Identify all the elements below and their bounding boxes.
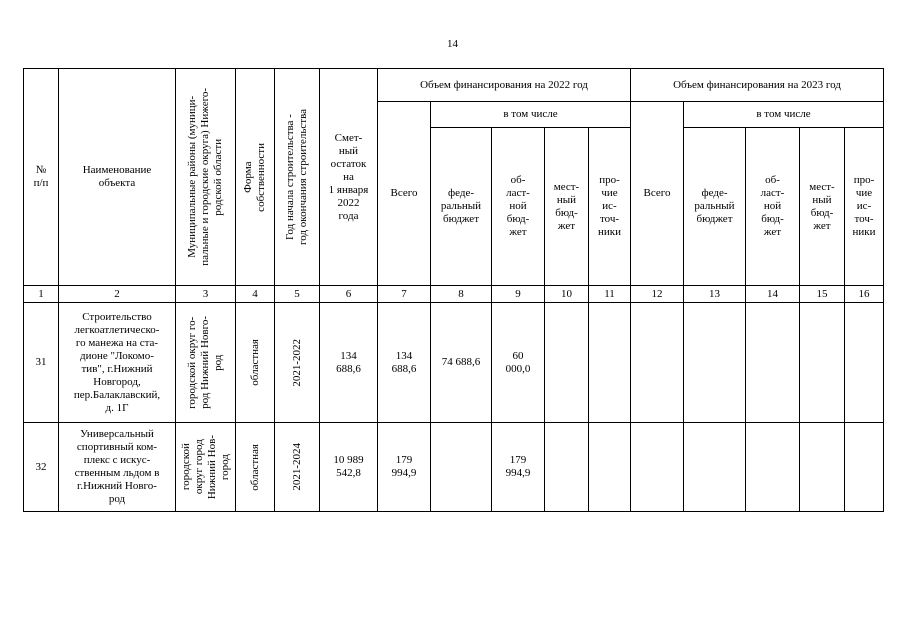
row-total-2023 [631, 303, 684, 423]
column-number-row [24, 286, 884, 303]
row-num: 32 [24, 423, 59, 512]
row-federal-2022: 74 688,6 [431, 303, 492, 423]
header-municipality: Муниципальные районы (муници- пальные и городские округа) Нижего- родской области [176, 69, 236, 286]
row-municipality: городской округ город Нижний Нов- город [176, 423, 236, 512]
header-ownership: Форма собственности [236, 69, 275, 286]
header-federal-2022: феде- ральный бюджет [431, 128, 492, 286]
column-number: 4 [236, 286, 275, 303]
column-number: 5 [275, 286, 320, 303]
row-regional-2022: 60 000,0 [492, 303, 545, 423]
column-number: 13 [684, 286, 746, 303]
header-regional-2022: об- ласт- ной бюд- жет [492, 128, 545, 286]
row-federal-2023 [684, 423, 746, 512]
row-local-2022 [545, 423, 589, 512]
row-years: 2021-2022 [275, 303, 320, 423]
column-number: 1 [24, 286, 59, 303]
row-regional-2023 [746, 303, 800, 423]
column-number: 12 [631, 286, 684, 303]
header-total-2022: Всего [378, 102, 431, 286]
header-num: № п/п [24, 69, 59, 286]
column-number: 14 [746, 286, 800, 303]
row-other-2022 [589, 423, 631, 512]
row-total-2022: 134 688,6 [378, 303, 431, 423]
object-name: Строительство легкоатлетическо- го манежа на ста- дионе "Локомо- тив", г.Нижний Новгород, пер.Балаклавский, д. 1Г [59, 303, 176, 423]
header-including-2022: в том числе [431, 102, 631, 128]
column-number: 7 [378, 286, 431, 303]
row-municipality: городской округ го- род Нижний Новго- род [176, 303, 236, 423]
table-row [24, 423, 884, 512]
column-number: 2 [59, 286, 176, 303]
header-total-2023: Всего [631, 102, 684, 286]
column-number: 8 [431, 286, 492, 303]
header-years: Год начала строительства - год окончания строительства [275, 69, 320, 286]
header-other-2023: про- чие ис- точ- ники [845, 128, 884, 286]
header-other-2022: про- чие ис- точ- ники [589, 128, 631, 286]
row-other-2022 [589, 303, 631, 423]
header-local-2023: мест- ный бюд- жет [800, 128, 845, 286]
column-number: 9 [492, 286, 545, 303]
row-ownership: областная [236, 423, 275, 512]
row-other-2023 [845, 303, 884, 423]
header-local-2022: мест- ный бюд- жет [545, 128, 589, 286]
row-estimated-balance: 134 688,6 [320, 303, 378, 423]
row-years: 2021-2024 [275, 423, 320, 512]
row-local-2023 [800, 303, 845, 423]
row-total-2022: 179 994,9 [378, 423, 431, 512]
row-local-2022 [545, 303, 589, 423]
financing-table [23, 68, 884, 512]
header-regional-2023: об- ласт- ной бюд- жет [746, 128, 800, 286]
row-local-2023 [800, 423, 845, 512]
row-ownership: областная [236, 303, 275, 423]
column-number: 6 [320, 286, 378, 303]
row-num: 31 [24, 303, 59, 423]
row-total-2023 [631, 423, 684, 512]
row-federal-2023 [684, 303, 746, 423]
header-federal-2023: феде- ральный бюджет [684, 128, 746, 286]
column-number: 10 [545, 286, 589, 303]
row-federal-2022 [431, 423, 492, 512]
header-estimated-balance: Смет- ный остаток на 1 января 2022 года [320, 69, 378, 286]
row-estimated-balance: 10 989 542,8 [320, 423, 378, 512]
row-regional-2022: 179 994,9 [492, 423, 545, 512]
column-number: 15 [800, 286, 845, 303]
object-name: Универсальный спортивный ком- плекс с искус- ственным льдом в г.Нижний Новго- род [59, 423, 176, 512]
row-regional-2023 [746, 423, 800, 512]
column-number: 16 [845, 286, 884, 303]
row-other-2023 [845, 423, 884, 512]
header-fin-2023: Объем финансирования на 2023 год [631, 69, 884, 102]
header-including-2023: в том числе [684, 102, 884, 128]
header-fin-2022: Объем финансирования на 2022 год [378, 69, 631, 102]
table-row [24, 303, 884, 423]
column-number: 3 [176, 286, 236, 303]
column-number: 11 [589, 286, 631, 303]
header-name: Наименование объекта [59, 69, 176, 286]
page-number: 14 [447, 38, 458, 50]
